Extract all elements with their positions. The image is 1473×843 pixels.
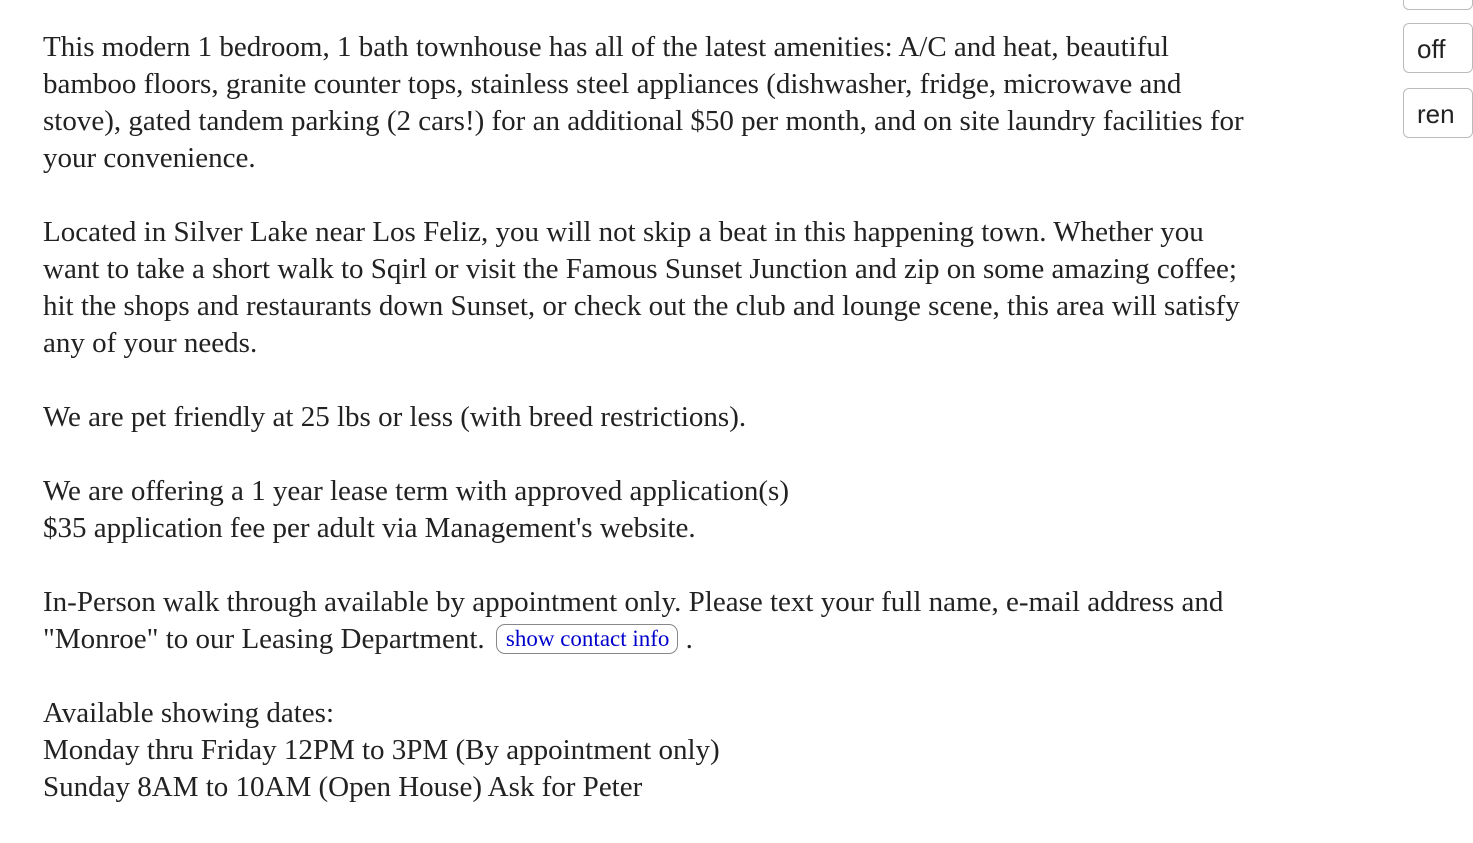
posting-body [43,29,1383,843]
text-line: Available showing dates: [43,697,335,729]
show-contact-info-button[interactable]: show contact info [496,624,679,654]
text-line: your convenience. [43,142,256,174]
text-line: We are offering a 1 year lease term with approved application(s) [43,475,789,507]
text-line: stove), gated tandem parking (2 cars!) for an additional $50 per month, and on site laundry facilities for [43,105,1244,137]
text-line: any of your needs. [43,327,258,359]
text-segment: . [685,623,693,655]
text-line: This modern 1 bedroom, 1 bath townhouse has all of the latest amenities: A/C and heat, beautiful [43,31,1169,63]
text-line [43,621,1383,658]
paragraph-amenities [43,29,1383,177]
text-segment: "Monroe" to our Leasing Department. [43,623,485,655]
text-line: We are pet friendly at 25 lbs or less (with breed restrictions). [43,401,747,433]
paragraph-showing-dates [43,695,1383,806]
text-line: want to take a short walk to Sqirl or visit the Famous Sunset Junction and zip on some amazing coffee; [43,253,1237,285]
paragraph-location [43,214,1383,362]
text-line: hit the shops and restaurants down Sunset, or check out the club and lounge scene, this area will satisfy [43,290,1240,322]
sidebar-button-top[interactable] [1403,0,1473,10]
text-line: $35 application fee per adult via Management's website. [43,512,696,544]
paragraph-walkthrough [43,584,1383,658]
text-line: bamboo floors, granite counter tops, stainless steel appliances (dishwasher, fridge, microwave and [43,68,1182,100]
sidebar-button-off[interactable]: off [1403,23,1473,73]
text-line: In-Person walk through available by appointment only. Please text your full name, e-mail address and [43,586,1224,618]
paragraph-lease [43,473,1383,547]
text-line: Monday thru Friday 12PM to 3PM (By appointment only) [43,734,720,766]
paragraph-pets [43,399,1383,436]
text-line: Located in Silver Lake near Los Feliz, you will not skip a beat in this happening town. Whether you [43,216,1204,248]
sidebar-button-ren[interactable]: ren [1403,88,1473,138]
text-line: Sunday 8AM to 10AM (Open House) Ask for Peter [43,771,643,803]
